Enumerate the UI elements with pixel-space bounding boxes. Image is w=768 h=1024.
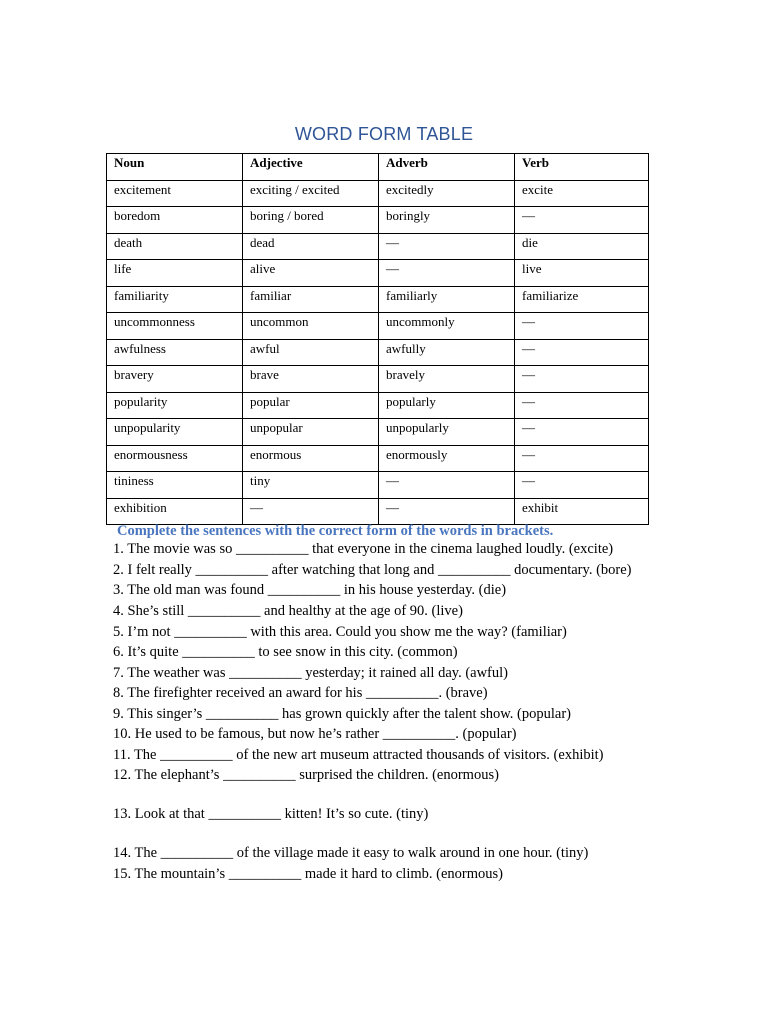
- table-row: [107, 419, 649, 446]
- table-cell-noun: bravery: [107, 366, 243, 393]
- instruction-text: Complete the sentences with the correct form of the words in brackets.: [117, 523, 554, 539]
- table-cell-adjective: awful: [243, 339, 379, 366]
- table-cell-adverb: excitedly: [379, 180, 515, 207]
- question-item: 13. Look at that __________ kitten! It’s so cute. (tiny): [113, 806, 429, 822]
- table-cell-adjective: tiny: [243, 472, 379, 499]
- table-cell-adverb: boringly: [379, 207, 515, 234]
- table-row: [107, 472, 649, 499]
- table-cell-noun: familiarity: [107, 286, 243, 313]
- header-verb: Verb: [515, 154, 649, 181]
- table-cell-adverb: bravely: [379, 366, 515, 393]
- table-cell-adverb: —: [379, 233, 515, 260]
- table-cell-verb: —: [515, 445, 649, 472]
- table-cell-adjective: brave: [243, 366, 379, 393]
- table-row: [107, 392, 649, 419]
- table-cell-noun: awfulness: [107, 339, 243, 366]
- table-cell-noun: enormousness: [107, 445, 243, 472]
- table-cell-adjective: unpopular: [243, 419, 379, 446]
- table-cell-verb: —: [515, 366, 649, 393]
- table-cell-noun: boredom: [107, 207, 243, 234]
- header-noun: Noun: [107, 154, 243, 181]
- question-item: 4. She’s still __________ and healthy at the age of 90. (live): [113, 603, 463, 619]
- question-item: 12. The elephant’s __________ surprised the children. (enormous): [113, 767, 499, 783]
- table-row: [107, 445, 649, 472]
- table-cell-verb: —: [515, 207, 649, 234]
- table-cell-adverb: —: [379, 498, 515, 525]
- question-item: 1. The movie was so __________ that everyone in the cinema laughed loudly. (excite): [113, 541, 614, 557]
- table-cell-adjective: dead: [243, 233, 379, 260]
- table-cell-verb: exhibit: [515, 498, 649, 525]
- table-row: [107, 498, 649, 525]
- table-cell-verb: live: [515, 260, 649, 287]
- table-header-row: [107, 154, 649, 181]
- table-cell-verb: —: [515, 313, 649, 340]
- table-row: [107, 180, 649, 207]
- word-form-table: [106, 153, 649, 525]
- table-cell-noun: popularity: [107, 392, 243, 419]
- table-cell-adjective: —: [243, 498, 379, 525]
- table-cell-adjective: enormous: [243, 445, 379, 472]
- table-cell-adjective: alive: [243, 260, 379, 287]
- table-cell-adjective: popular: [243, 392, 379, 419]
- table-cell-adverb: unpopularly: [379, 419, 515, 446]
- header-adverb: Adverb: [379, 154, 515, 181]
- table-cell-adverb: awfully: [379, 339, 515, 366]
- table-cell-verb: —: [515, 339, 649, 366]
- table-cell-adverb: enormously: [379, 445, 515, 472]
- question-item: 14. The __________ of the village made it easy to walk around in one hour. (tiny): [113, 845, 589, 861]
- table-cell-adverb: —: [379, 472, 515, 499]
- table-cell-adverb: uncommonly: [379, 313, 515, 340]
- table-cell-noun: excitement: [107, 180, 243, 207]
- header-adjective: Adjective: [243, 154, 379, 181]
- table-cell-verb: familiarize: [515, 286, 649, 313]
- table-cell-adjective: familiar: [243, 286, 379, 313]
- question-item: 10. He used to be famous, but now he’s rather __________. (popular): [113, 726, 517, 742]
- table-cell-verb: excite: [515, 180, 649, 207]
- table-cell-adjective: uncommon: [243, 313, 379, 340]
- question-item: 8. The firefighter received an award for his __________. (brave): [113, 685, 488, 701]
- table-cell-adjective: exciting / excited: [243, 180, 379, 207]
- table-cell-adverb: familiarly: [379, 286, 515, 313]
- question-item: 5. I’m not __________ with this area. Could you show me the way? (familiar): [113, 624, 567, 640]
- question-item: 6. It’s quite __________ to see snow in this city. (common): [113, 644, 458, 660]
- table-cell-noun: tininess: [107, 472, 243, 499]
- table-row: [107, 286, 649, 313]
- question-item: 11. The __________ of the new art museum attracted thousands of visitors. (exhibit): [113, 747, 604, 763]
- question-item: 9. This singer’s __________ has grown quickly after the talent show. (popular): [113, 706, 572, 722]
- table-row: [107, 339, 649, 366]
- table-cell-adverb: —: [379, 260, 515, 287]
- table-cell-noun: exhibition: [107, 498, 243, 525]
- table-cell-verb: —: [515, 472, 649, 499]
- table-cell-noun: uncommonness: [107, 313, 243, 340]
- table-cell-noun: death: [107, 233, 243, 260]
- table-cell-verb: die: [515, 233, 649, 260]
- table-cell-adjective: boring / bored: [243, 207, 379, 234]
- question-item: 3. The old man was found __________ in his house yesterday. (die): [113, 582, 507, 598]
- table-row: [107, 313, 649, 340]
- table-cell-noun: unpopularity: [107, 419, 243, 446]
- table-cell-noun: life: [107, 260, 243, 287]
- question-item: 7. The weather was __________ yesterday; it rained all day. (awful): [113, 665, 508, 681]
- table-row: [107, 260, 649, 287]
- table-row: [107, 233, 649, 260]
- page-title: WORD FORM TABLE: [294, 124, 474, 144]
- question-item: 15. The mountain’s __________ made it hard to climb. (enormous): [113, 866, 503, 882]
- table-body: [107, 180, 649, 525]
- table-row: [107, 366, 649, 393]
- table-row: [107, 207, 649, 234]
- table-cell-verb: —: [515, 392, 649, 419]
- table-cell-verb: —: [515, 419, 649, 446]
- question-item: 2. I felt really __________ after watching that long and __________ documentary. (bore): [113, 562, 632, 578]
- table-cell-adverb: popularly: [379, 392, 515, 419]
